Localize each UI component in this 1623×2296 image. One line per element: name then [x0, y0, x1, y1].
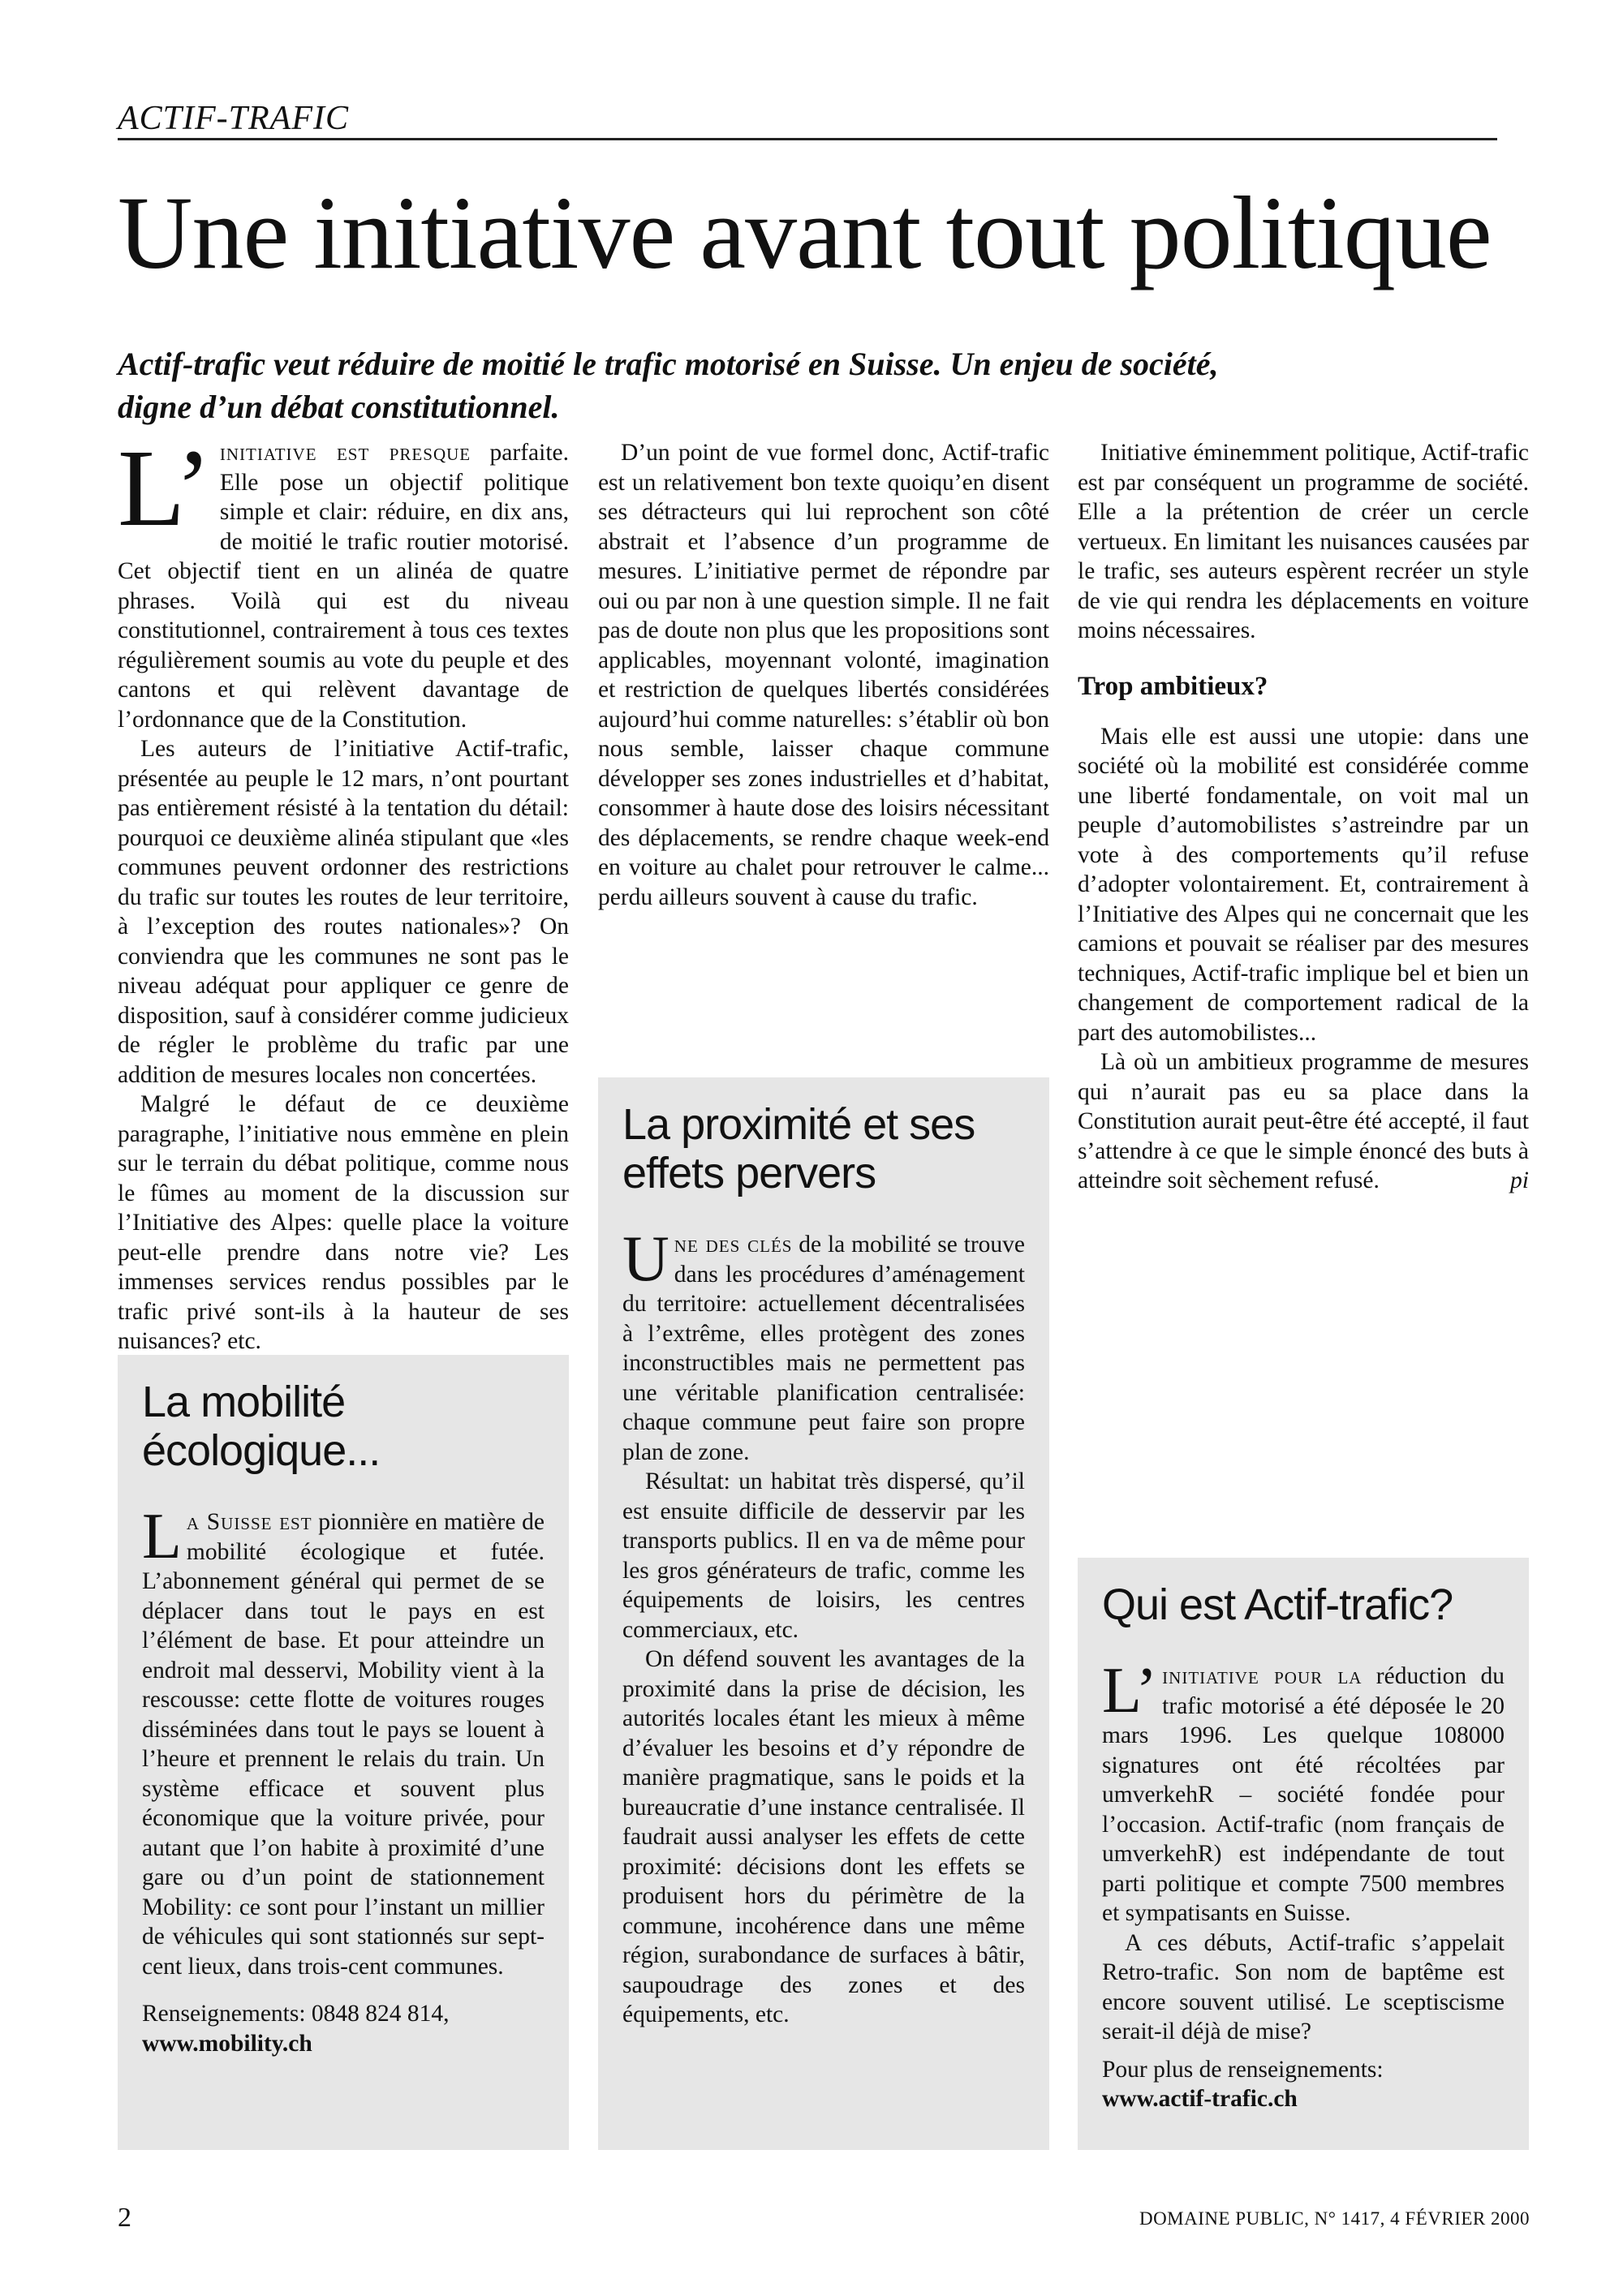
article-paragraph-4: D’un point de vue formel donc, Actif-trafic est un relativement bon texte quoiqu’en disent ses détracteurs qui lui reprochent son côté abstrait et l’absence d’un programme de mesures. L’initiative permet de répondre par oui ou par non à une question simple. Il ne fait pas de doute non plus que les propositions sont applicables, moyennant volonté, imagination et restriction de quelques libertés considérées aujourd’hui comme naturelles: s’établir où bon nous semble, laisser chaque commune développer ses zones industrielles et d’habitat, consommer à haute dose des loisirs nécessitant des déplacements, se rendre chaque week-end en voiture au chalet pour retrouver le calme... perdu ailleurs souvent à cause du trafic.	[598, 440, 1049, 910]
page-number: 2	[118, 2203, 131, 2233]
article-column-2	[598, 438, 1049, 912]
box-proximity-paragraph-1	[622, 1223, 1025, 1467]
article-paragraph-7	[1078, 1047, 1529, 1196]
sidebar-box-proximity	[598, 1077, 1049, 2150]
article-paragraph-3: Malgré le défaut de ce deuxième paragraphe, l’initiative nous emmène en plein sur le terrain du débat politique, comme nous le fûmes au moment de la discussion sur l’Initiative des Alpes: quelle place la voiture peut-elle prendre dans notre vie? Les immenses services rendus possibles par le trafic privé sont-ils à la hauteur de ses nuisances? etc.	[118, 1091, 569, 1354]
article-paragraph-1-text: parfaite. Elle pose un objectif politique simple et clair: réduire, en dix ans, de moitié le trafic routier motorisé. Cet objectif tient en un alinéa de quatre phrases. Voilà qui est du niveau constitutionnel, contrairement à tous ces textes régulièrement soumis au vote du peuple et des cantons et qui relèvent davantage de l’ordonnance que de la Constitution.	[118, 440, 570, 733]
article-opening-smallcaps: initiative est presque	[219, 440, 471, 466]
box-proximity-paragraph-3: On défend souvent les avantages de la proximité dans la prise de décision, les autorités locales étant les mieux à même d’évaluer les besoins et d’y répondre de manière pragmatique, sans le poids et la bureaucratie d’une instance centralisée. Il faudrait aussi analyser les effets de cette proximité: décisions dont les effets se produisent hors du périmètre de la commune, incohérence dans une même région, surabondance de surfaces à bâtir, saupoudrage des zones et des équipements, etc.	[622, 1646, 1025, 2027]
box-mobility-contact: Renseignements: 0848 824 814,	[142, 2001, 450, 2027]
box-who-contact: Pour plus de renseignements:	[1102, 2056, 1384, 2083]
box-mobility-paragraph-1	[142, 1501, 545, 1981]
article-dropcap: L’	[118, 428, 212, 549]
sidebar-box-who	[1078, 1558, 1529, 2150]
box-who-paragraph-1	[1102, 1655, 1505, 1928]
article-column-1	[118, 428, 570, 1357]
box-mobility-smallcaps: a Suisse est	[186, 1509, 312, 1535]
box-mobility-title: La mobilité écologique...	[142, 1378, 381, 1475]
header-rule	[118, 138, 1497, 140]
sidebar-box-mobility	[118, 1355, 569, 2150]
box-mobility-dropcap: L	[142, 1501, 182, 1572]
box-proximity-smallcaps: ne des clés	[674, 1232, 793, 1258]
box-who-paragraph-2: A ces débuts, Actif-trafic s’appelait Retro-trafic. Son nom de baptême est encore souvent utilisé. Le sceptiscisme serait-il déjà de mise?	[1102, 1929, 1505, 2044]
article-paragraph-2: Les auteurs de l’initiative Actif-trafic, présentée au peuple le 12 mars, n’ont pourtant pas entièrement résisté à la tentation du détail: pourquoi ce deuxième alinéa stipulant que «les communes peuvent ordonner des restrictions du trafic sur toutes les routes de leur territoire, à l’exception des routes nationales»? On conviendra que les communes ne sont pas le niveau adéquat pour appliquer ce genre de disposition, sauf à considérer comme judicieux de régler le problème du trafic par une addition de mesures locales non concertées.	[118, 736, 569, 1088]
box-proximity-title: La proximité et ses effets pervers	[622, 1100, 975, 1197]
article-paragraph-6: Mais elle est aussi une utopie: dans une société où la mobilité est considérée comme une liberté fondamentale, on voit mal un peuple d’automobilistes s’astreindre par un vote à des comportements qu’il refuse d’adopter volontairement. Et, contrairement à l’Initiative des Alpes qui ne concernait que les camions et pouvait se réaliser par des mesures techniques, Actif-trafic implique bel et bien un changement de comportement radical de la part des automobilistes...	[1078, 723, 1529, 1046]
article-subhead: Trop ambitieux?	[1078, 671, 1268, 701]
box-proximity-dropcap: U	[622, 1223, 669, 1295]
publication-info: DOMAINE PUBLIC, N° 1417, 4 FÉVRIER 2000	[1139, 2208, 1530, 2229]
box-proximity-paragraph-2: Résultat: un habitat très dispersé, qu’il est ensuite difficile de desservir par les transports publics. Il en va de même pour les gros générateurs de trafic, comme les équipements de loisirs, les centres commerciaux, etc.	[622, 1468, 1025, 1643]
box-who-title: Qui est Actif-trafic?	[1102, 1580, 1453, 1629]
author-signature: pi	[1510, 1167, 1529, 1193]
box-who-paragraph-1-text: réduction du trafic motorisé a été déposée le 20 mars 1996. Les quelque 108000 signatures ont été récoltées par umverkehR – société fondée pour l’occasion. Actif-trafic (nom français de umverkehR) est indépendante de tout parti politique et compte 7500 membres et sympatisants en Suisse.	[1102, 1663, 1505, 1926]
box-mobility-paragraph-1-text: pionnière en matière de mobilité écologique et futée. L’abonnement général qui permet de se déplacer dans tout le pays en est l’élément de base. Et pour atteindre un endroit mal desservi, Mobility vient à la rescousse: cette flotte de voitures rouges disséminées dans tout le pays se louent à l’heure et prennent le relais du train. Un système efficace et souvent plus économique que la voiture privée, pour autant que l’on habite à proximité d’une gare ou d’un point de stationnement Mobility: ce sont pour l’instant un millier de véhicules qui sont stationnés sur sept-cent lieux, dans trois-cent communes.	[142, 1509, 545, 1980]
headline: Une initiative avant tout politique	[118, 175, 1492, 290]
box-who-url[interactable]: www.actif-trafic.ch	[1102, 2086, 1298, 2112]
article-paragraph-7-text: Là où un ambitieux programme de mesures qui n’aurait pas eu sa place dans la Constitution aurait peut-être été accepté, il faut s’attendre à ce que le simple énoncé des buts à atteindre soit sèchement refusé.	[1078, 1049, 1529, 1193]
lead-paragraph: Actif-trafic veut réduire de moitié le trafic motorisé en Suisse. Un enjeu de société, digne d’un débat constitutionnel.	[118, 346, 1219, 425]
article-column-3	[1078, 438, 1529, 1196]
box-mobility-url[interactable]: www.mobility.ch	[142, 2030, 312, 2057]
box-proximity-paragraph-1-text: de la mobilité se trouve dans les procédures d’aménagement du territoire: actuellement décentralisées à l’extrême, elles protègent des zones inconstructibles mais ne permettent pas une véritable planification centralisée: chaque commune peut faire son propre plan de zone.	[622, 1232, 1025, 1465]
section-label: ACTIF-TRAFIC	[118, 100, 349, 137]
article-paragraph-5: Initiative éminemment politique, Actif-trafic est par conséquent un programme de société. Elle a la prétention de créer un cercle vertueux. En limitant les nuisances causées par le trafic, ses auteurs espèrent recréer un style de vie qui rendra les déplacements en voiture moins nécessaires.	[1078, 440, 1529, 643]
box-who-smallcaps: initiative pour la	[1162, 1663, 1363, 1689]
box-who-dropcap: L’	[1102, 1655, 1158, 1726]
article-paragraph-1	[118, 428, 570, 734]
